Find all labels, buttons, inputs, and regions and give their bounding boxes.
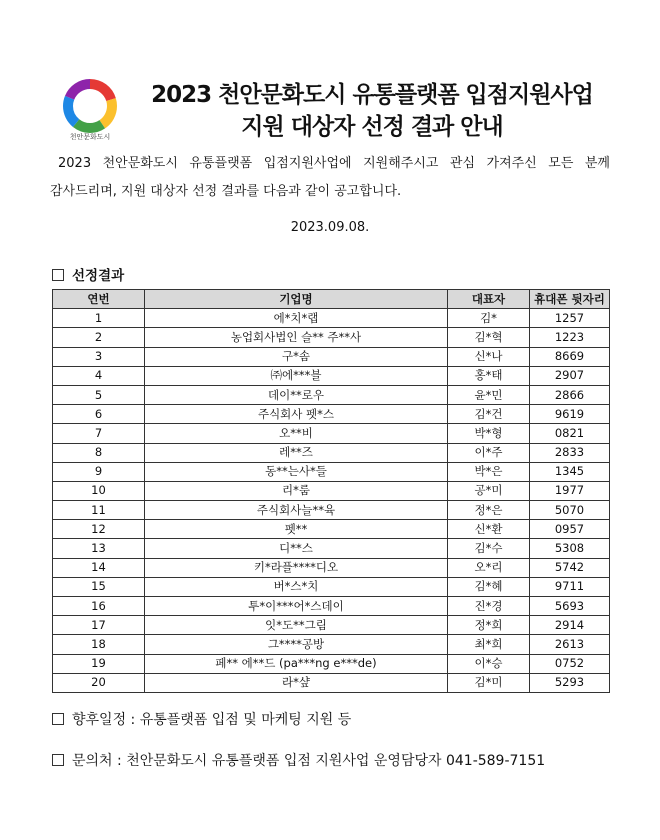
table-row bbox=[53, 481, 610, 500]
cell-representative: 김*혜 bbox=[448, 577, 530, 596]
cell-representative: 정*은 bbox=[448, 501, 530, 520]
cell-representative: 김*미 bbox=[448, 673, 530, 692]
cell-representative: 공*미 bbox=[448, 481, 530, 500]
table-row bbox=[53, 443, 610, 462]
checkbox-square-icon bbox=[52, 754, 64, 766]
table-row bbox=[53, 385, 610, 404]
cell-phone-suffix: 1345 bbox=[530, 462, 610, 481]
table-row bbox=[53, 501, 610, 520]
cell-number: 9 bbox=[53, 462, 145, 481]
cell-phone-suffix: 2866 bbox=[530, 385, 610, 404]
cell-representative: 홍*태 bbox=[448, 366, 530, 385]
header-company: 기업명 bbox=[145, 290, 448, 309]
announcement-date: 2023.09.08. bbox=[290, 220, 370, 235]
page-title-line1: 2023 천안문화도시 유통플랫폼 입점지원사업 bbox=[151, 82, 593, 108]
cell-phone-suffix: 8669 bbox=[530, 347, 610, 366]
cell-number: 11 bbox=[53, 501, 145, 520]
page-title-line2: 지원 대상자 선정 결과 안내 bbox=[241, 114, 503, 140]
intro-paragraph bbox=[50, 150, 610, 206]
cell-company: 그****공방 bbox=[145, 635, 448, 654]
cell-representative: 김* bbox=[448, 309, 530, 328]
cell-phone-suffix: 2613 bbox=[530, 635, 610, 654]
cell-company: 라*샾 bbox=[145, 673, 448, 692]
table-row bbox=[53, 520, 610, 539]
cell-number: 6 bbox=[53, 405, 145, 424]
cell-company: 리*룸 bbox=[145, 481, 448, 500]
cell-representative: 최*희 bbox=[448, 635, 530, 654]
cell-phone-suffix: 5308 bbox=[530, 539, 610, 558]
cell-phone-suffix: 1223 bbox=[530, 328, 610, 347]
cell-company: 펫** bbox=[145, 520, 448, 539]
table-row bbox=[53, 654, 610, 673]
cell-company: 데이**로우 bbox=[145, 385, 448, 404]
cell-company: 버*스*치 bbox=[145, 577, 448, 596]
cell-phone-suffix: 2914 bbox=[530, 616, 610, 635]
cell-phone-suffix: 5070 bbox=[530, 501, 610, 520]
cell-number: 13 bbox=[53, 539, 145, 558]
cell-representative: 김*혁 bbox=[448, 328, 530, 347]
table-row bbox=[53, 577, 610, 596]
cell-phone-suffix: 2907 bbox=[530, 366, 610, 385]
cell-number: 20 bbox=[53, 673, 145, 692]
cell-company: 잇*도**그림 bbox=[145, 616, 448, 635]
table-row bbox=[53, 616, 610, 635]
table-header-row bbox=[53, 290, 610, 309]
cell-number: 17 bbox=[53, 616, 145, 635]
cell-company: 에*치*랩 bbox=[145, 309, 448, 328]
selection-table bbox=[52, 289, 610, 693]
cell-company: 레**즈 bbox=[145, 443, 448, 462]
cell-company: 주식회사늘**육 bbox=[145, 501, 448, 520]
cell-number: 14 bbox=[53, 558, 145, 577]
table-row bbox=[53, 328, 610, 347]
logo-text: 천안문화도시 bbox=[69, 133, 111, 141]
cell-number: 12 bbox=[53, 520, 145, 539]
header-representative: 대표자 bbox=[448, 290, 530, 309]
cell-representative: 오*리 bbox=[448, 558, 530, 577]
table-row bbox=[53, 424, 610, 443]
cell-company: 디**스 bbox=[145, 539, 448, 558]
cell-number: 18 bbox=[53, 635, 145, 654]
table-row bbox=[53, 597, 610, 616]
section-schedule-text: 향후일정 : 유통플랫폼 입점 및 마케팅 지원 등 bbox=[72, 712, 352, 728]
table-row bbox=[53, 558, 610, 577]
cell-representative: 신*환 bbox=[448, 520, 530, 539]
cell-company: 농업회사법인 슬** 주**사 bbox=[145, 328, 448, 347]
table-row bbox=[53, 462, 610, 481]
checkbox-square-icon bbox=[52, 269, 64, 281]
cell-representative: 박*은 bbox=[448, 462, 530, 481]
cell-phone-suffix: 9711 bbox=[530, 577, 610, 596]
cell-number: 19 bbox=[53, 654, 145, 673]
cell-phone-suffix: 1977 bbox=[530, 481, 610, 500]
table-row bbox=[53, 635, 610, 654]
cell-company: 동**는사*들 bbox=[145, 462, 448, 481]
table-row bbox=[53, 347, 610, 366]
cell-number: 3 bbox=[53, 347, 145, 366]
cell-phone-suffix: 2833 bbox=[530, 443, 610, 462]
table-row bbox=[53, 539, 610, 558]
section-result-heading bbox=[52, 264, 124, 284]
cell-number: 2 bbox=[53, 328, 145, 347]
cell-number: 4 bbox=[53, 366, 145, 385]
header-number: 연번 bbox=[53, 290, 145, 309]
cell-representative: 이*승 bbox=[448, 654, 530, 673]
cell-representative: 박*형 bbox=[448, 424, 530, 443]
header-phone-suffix: 휴대폰 뒷자리 bbox=[530, 290, 610, 309]
cell-company: 키*라플****디오 bbox=[145, 558, 448, 577]
checkbox-square-icon bbox=[52, 713, 64, 725]
cell-representative: 진*경 bbox=[448, 597, 530, 616]
cell-phone-suffix: 0752 bbox=[530, 654, 610, 673]
cell-phone-suffix: 5693 bbox=[530, 597, 610, 616]
cell-representative: 정*희 bbox=[448, 616, 530, 635]
cell-company: ㈜에***블 bbox=[145, 366, 448, 385]
section-contact bbox=[52, 750, 545, 770]
cell-number: 1 bbox=[53, 309, 145, 328]
cell-phone-suffix: 0821 bbox=[530, 424, 610, 443]
cell-company: 페** 에**드 (pa***ng e***de) bbox=[145, 654, 448, 673]
cell-number: 8 bbox=[53, 443, 145, 462]
cell-phone-suffix: 0957 bbox=[530, 520, 610, 539]
cell-company: 주식회사 펫*스 bbox=[145, 405, 448, 424]
cell-number: 15 bbox=[53, 577, 145, 596]
section-result-label: 선정결과 bbox=[72, 268, 125, 284]
cell-representative: 김*건 bbox=[448, 405, 530, 424]
cheonan-culture-city-logo bbox=[62, 78, 118, 134]
cell-phone-suffix: 5742 bbox=[530, 558, 610, 577]
cell-representative: 김*수 bbox=[448, 539, 530, 558]
cell-number: 16 bbox=[53, 597, 145, 616]
section-schedule bbox=[52, 709, 351, 729]
cell-phone-suffix: 5293 bbox=[530, 673, 610, 692]
cell-company: 투*이***어*스데이 bbox=[145, 597, 448, 616]
cell-number: 5 bbox=[53, 385, 145, 404]
cell-number: 7 bbox=[53, 424, 145, 443]
cell-representative: 윤*민 bbox=[448, 385, 530, 404]
intro-text: 2023 천안문화도시 유통플랫폼 입점지원사업에 지원해주시고 관심 가져주신 모든 분께 감사드리며, 지원 대상자 선정 결과를 다음과 같이 공고합니다. bbox=[50, 156, 610, 199]
cell-representative: 이*주 bbox=[448, 443, 530, 462]
table-row bbox=[53, 309, 610, 328]
table-row bbox=[53, 673, 610, 692]
cell-company: 구*솜 bbox=[145, 347, 448, 366]
cell-phone-suffix: 9619 bbox=[530, 405, 610, 424]
table-row bbox=[53, 366, 610, 385]
cell-phone-suffix: 1257 bbox=[530, 309, 610, 328]
section-contact-text: 문의처 : 천안문화도시 유통플랫폼 입점 지원사업 운영담당자 041-589-7151 bbox=[72, 753, 546, 769]
cell-company: 오**비 bbox=[145, 424, 448, 443]
table-row bbox=[53, 405, 610, 424]
cell-number: 10 bbox=[53, 481, 145, 500]
cell-representative: 신*나 bbox=[448, 347, 530, 366]
